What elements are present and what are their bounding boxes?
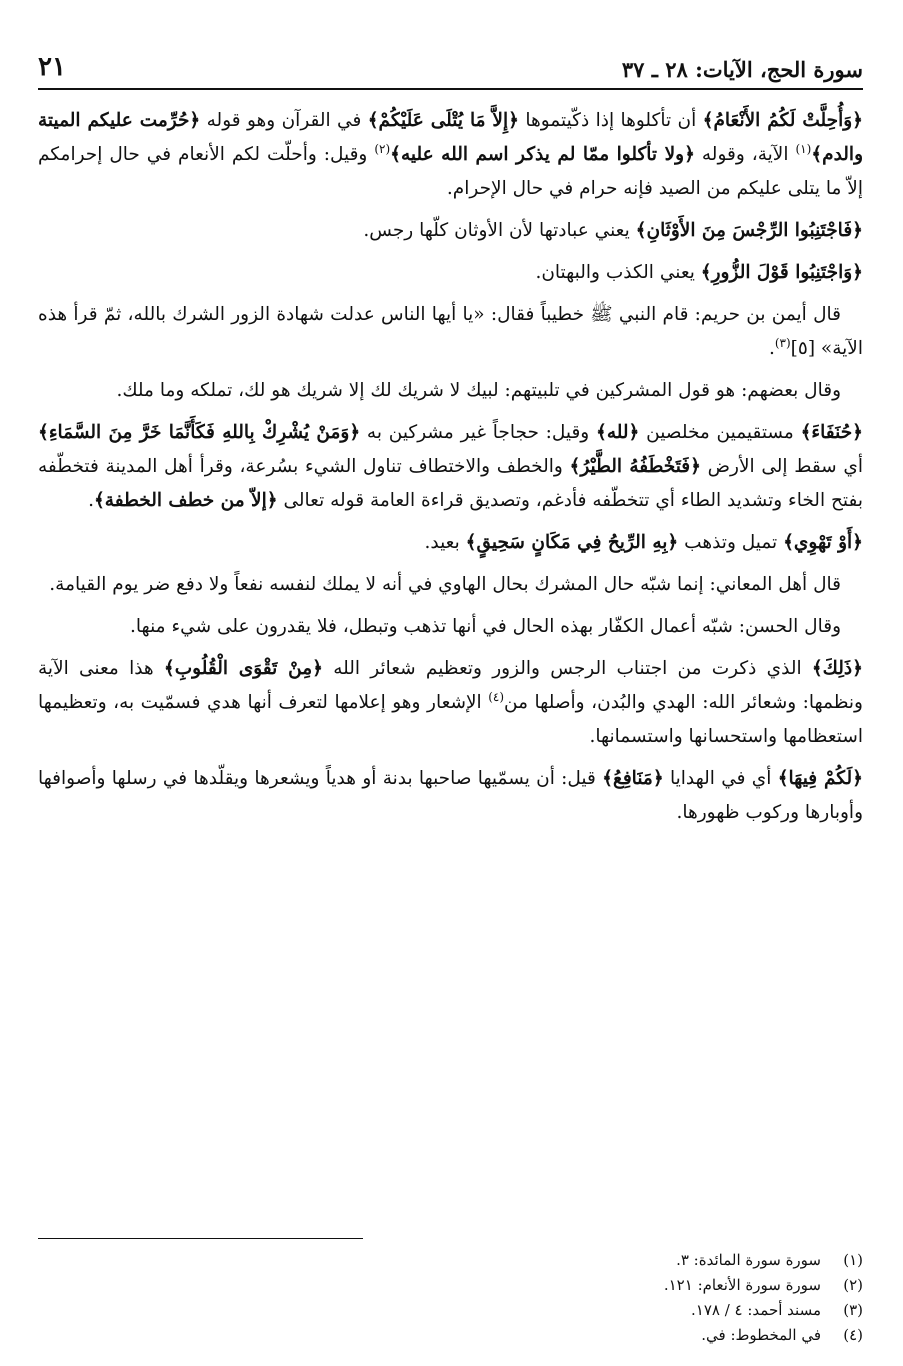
footnote-ref: (٢) [374,141,391,156]
footnote [38,1323,863,1348]
paragraph-text: أي في الهدايا [663,768,778,789]
footnotes [38,1248,863,1348]
footnote-text: مسند أحمد: ٤ / ١٧٨. [690,1301,821,1319]
footnote-ref: (٣) [774,335,791,350]
paragraph-text: هذا معنى الآية ونظمها: وشعائر الله: الهدي والبُدن، وأصلها من [38,658,863,713]
footnote-text: سورة سورة المائدة: ٣. [676,1251,821,1269]
paragraph-text: وقال الحسن: شبّه أعمال الكفّار بهذه الحال في أنها تذهب وتبطل، فلا يقدرون على شيء منها. [130,616,841,637]
paragraph [38,214,863,248]
surah-title: سورة الحج، الآيات: ٢٨ ـ ٣٧ [621,57,863,82]
paragraph [38,610,863,644]
footnote-text: في المخطوط: في. [701,1326,821,1344]
paragraph [38,526,863,560]
running-header [38,46,863,90]
quran-quote: ﴿مَنَافِعُ﴾ [602,768,664,789]
footnote-number: (٣) [843,1301,863,1319]
footnote-ref: (٤) [488,689,505,704]
paragraph [38,416,863,518]
footnote-text: سورة سورة الأنعام: ١٢١. [663,1276,821,1294]
quran-quote: ﴿ولا تأكلوا ممّا لم يذكر اسم الله عليه﴾ [390,144,695,165]
quran-quote: ﴿وَاجْتَنِبُوا قَوْلَ الزُّورِ﴾ [700,262,863,283]
paragraph-text: والخطف والاختطاف تناول الشيء بسُرعة، وقرأ أهل المدينة فتخطّفه بفتح الخاء وتشديد الطاء أي تتخطّفه فأدغم، وتصديق قراءة العامة قوله تعالى [38,456,863,511]
quran-quote: ﴿وَمَنْ يُشْرِكْ بِاللهِ فَكَأَنَّمَا خَرَّ مِنَ السَّمَاءِ﴾ [38,422,361,443]
quran-quote: ﴿مِنْ تَقْوَى الْقُلُوبِ﴾ [163,658,323,679]
paragraph-text: الذي ذكرت من اجتناب الرجس والزور وتعظيم شعائر الله [322,658,812,679]
paragraph-text: . [768,338,775,359]
paragraph [38,652,863,754]
paragraph [38,374,863,408]
footnote-number: (٢) [843,1276,863,1294]
paragraph-text: في القرآن وهو قوله [200,110,368,131]
paragraph-text: الآية، وقوله [694,144,796,165]
paragraph-text: وقال بعضهم: هو قول المشركين في تلبيتهم: لبيك لا شريك لك إلا شريك هو لك، تملكه وما ملك. [116,380,841,401]
quran-quote: ﴿حُرِّمت عليكم الميتة والدم﴾ [38,110,863,165]
paragraph [38,568,863,602]
quran-quote: ﴿إلاّ من خطف الخطفة﴾ [93,490,278,511]
paragraph-text: بعيد. [424,532,466,553]
paragraph-text: أي سقط إلى الأرض [700,456,863,477]
quran-quote: ﴿لَكُمْ فِيهَا﴾ [777,768,863,789]
footnote [38,1248,863,1273]
paragraph-text: وقيل: حجاجاً غير مشركين به [360,422,596,443]
paragraph-text: أن تأكلوها إذا ذكّيتموها [518,110,703,131]
commentary-body [38,104,863,838]
quran-quote: ﴿أَوْ تَهْوِي﴾ [783,532,863,553]
quran-quote: ﴿لله﴾ [596,422,640,443]
quran-quote: ﴿بِهِ الرِّيحُ فِي مَكَانٍ سَحِيقٍ﴾ [465,532,679,553]
quran-quote: ﴿إِلاَّ مَا يُتْلَى عَلَيْكُمْ﴾ [367,110,519,131]
paragraph-text: يعني الكذب والبهتان. [535,262,701,283]
page-number: ٢١ [38,52,66,82]
paragraph [38,104,863,206]
footnote-ref: (١) [795,141,812,156]
paragraph-text: تميل وتذهب [678,532,784,553]
paragraph-text: مستقيمين مخلصين [639,422,801,443]
footnote-divider [38,1238,363,1239]
paragraph [38,298,863,366]
footnote [38,1298,863,1323]
quran-quote: ﴿فَاجْتَنِبُوا الرِّجْسَ مِنَ الأَوْثَانِ﴾ [635,220,863,241]
paragraph-text: . [88,490,94,511]
quran-quote: ﴿وَأُحِلَّتْ لَكُمُ الأَنْعَامُ﴾ [702,110,863,131]
paragraph-text: قال أيمن بن حريم: قام النبي ﷺ خطيباً فقال: «يا أيها الناس عدلت شهادة الزور الشرك بالله، ثمّ قرأ هذه الآية» [٥] [38,304,863,359]
footnote-number: (٤) [843,1326,863,1344]
paragraph [38,762,863,830]
paragraph-text: يعني عبادتها لأن الأوثان كلّها رجس. [363,220,636,241]
quran-quote: ﴿حُنَفَاءَ﴾ [800,422,863,443]
paragraph-text: الإشعار وهو إعلامها لتعرف أنها هدي فسمّيت به، وتعظيمها استعظامها واستحسانها واستسمانها. [38,692,863,747]
paragraph-text: قال أهل المعاني: إنما شبّه حال المشرك بحال الهاوي في أنه لا يملك لنفسه نفعاً ولا دفع ضر يوم القيامة. [49,574,841,595]
paragraph-text: وقيل: وأحلّت لكم الأنعام في حال إحرامكم إلاّ ما يتلى عليكم من الصيد فإنه حرام في حال الإحرام. [38,144,863,199]
footnote [38,1273,863,1298]
quran-quote: ﴿فَتَخْطَفُهُ الطَّيْرُ﴾ [569,456,701,477]
footnote-number: (١) [843,1251,863,1269]
quran-quote: ﴿ذَلِكَ﴾ [811,658,863,679]
paragraph [38,256,863,290]
paragraph-text: قيل: أن يسمّيها صاحبها بدنة أو هدياً ويشعرها ويقلّدها في رسلها وأصوافها وأوبارها وركوب ظهورها. [38,768,863,823]
